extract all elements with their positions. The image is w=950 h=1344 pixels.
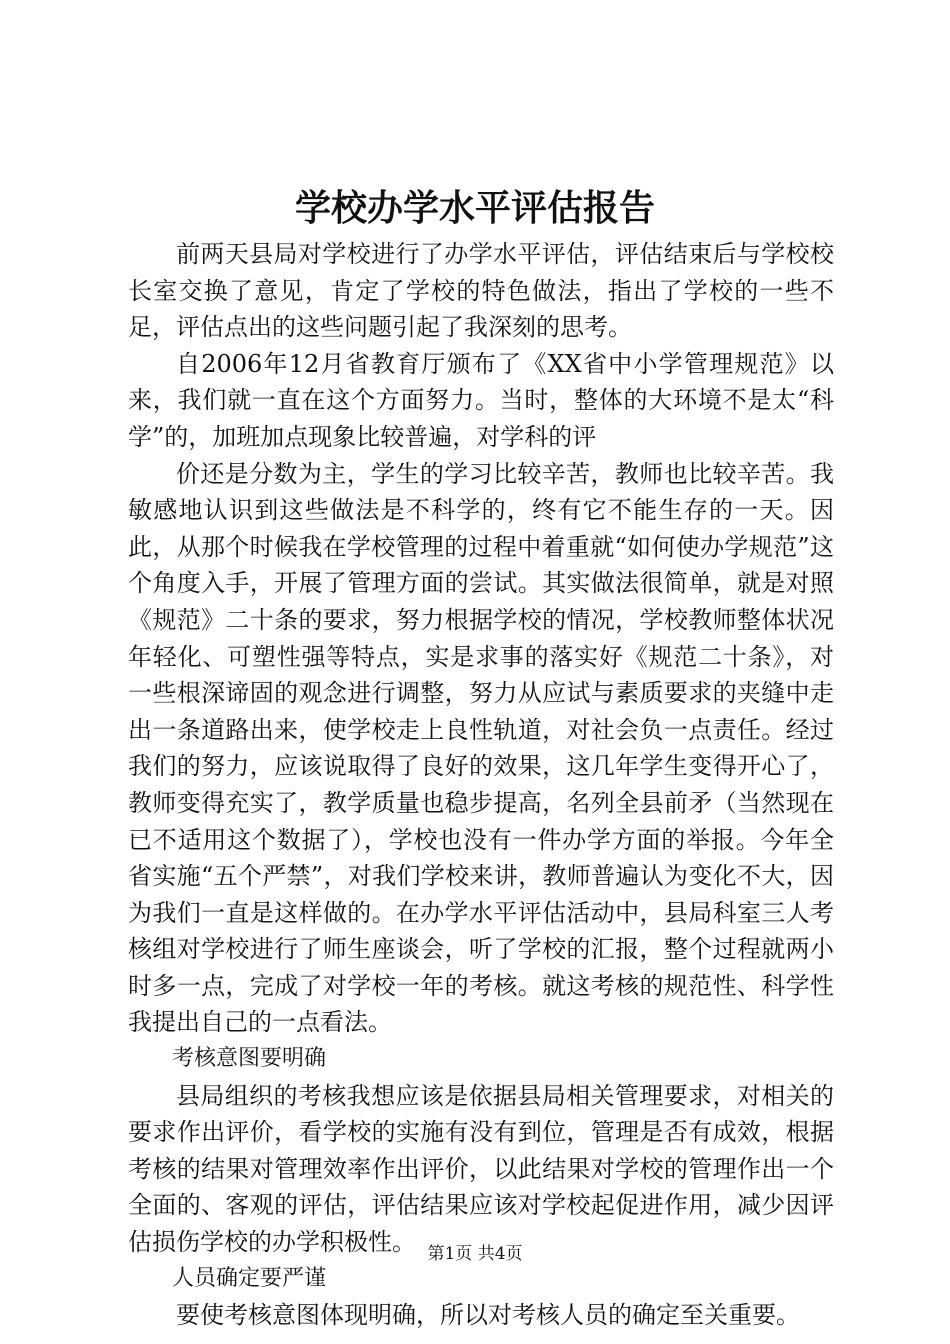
paragraph-intro: 前两天县局对学校进行了办学水平评估，评估结束后与学校校长室交换了意见，肯定了学校的特色做法，指出了学校的一些不足，评估点出的这些问题引起了我深刻的思考。: [128, 240, 834, 342]
paragraph-background: 自2006年12月省教育厅颁布了《XX省中小学管理规范》以来，我们就一直在这个方面努力。当时，整体的大环境不是太“科学”的，加班加点现象比较普遍，对学科的评: [128, 349, 834, 451]
section-heading-personnel: 人员确定要严谨: [172, 1265, 327, 1291]
paragraph-assessment-intent: 县局组织的考核我想应该是依据县局相关管理要求，对相关的要求作出评价，看学校的实施有没有到位，管理是否有成效，根据考核的结果对管理效率作出评价，以此结果对学校的管理作出一个全面的、客观的评估，评估结果应该对学校起促进作用，减少因评估损伤学校的办学积极性。: [128, 1081, 834, 1257]
page-footer: 第1页 共4页: [427, 1244, 523, 1264]
section-heading-assessment-intent: 考核意图要明确: [172, 1046, 327, 1072]
paragraph-practice: 价还是分数为主，学生的学习比较辛苦，教师也比较辛苦。我敏感地认识到这些做法是不科学的，终有它不能生存的一天。因此，从那个时候我在学校管理的过程中着重就“如何使办学规范”这个角度入手，开展了管理方面的尝试。其实做法很简单，就是对照《规范》二十条的要求，努力根据学校的情况，学校教师整体状况年轻化、可塑性强等特点，实是求事的落实好《规范二十条》，对一些根深谛固的观念进行调整，努力从应试与素质要求的夹缝中走出一条道路出来，使学校走上良性轨道，对社会负一点责任。经过我们的努力，应该说取得了良好的效果，这几年学生变得开心了，教师变得充实了，教学质量也稳步提高，名列全县前矛（当然现在已不适用这个数据了），学校也没有一件办学方面的举报。今年全省实施“五个严禁”，对我们学校来讲，教师普遍认为变化不大，因为我们一直是这样做的。在办学水平评估活动中，县局科室三人考核组对学校进行了师生座谈会，听了学校的汇报，整个过程就两小时多一点，完成了对学校一年的考核。就这考核的规范性、科学性我提出自己的一点看法。: [128, 459, 834, 1037]
document-title: 学校办学水平评估报告: [294, 187, 655, 229]
paragraph-personnel: 要使考核意图体现明确，所以对考核人员的确定至关重要。: [176, 1301, 800, 1330]
document-body: [128, 236, 834, 1334]
